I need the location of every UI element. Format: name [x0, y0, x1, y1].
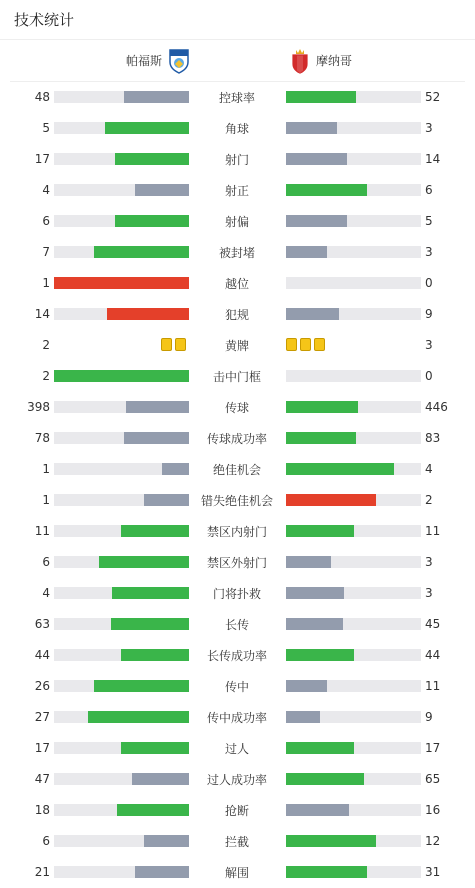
stat-label: 控球率 — [218, 90, 255, 105]
stat-row — [0, 769, 475, 789]
stat-row — [0, 831, 475, 851]
home-bar-track — [54, 649, 189, 661]
home-value: 44 — [34, 648, 50, 662]
stat-row — [0, 242, 475, 262]
home-bar-fill — [117, 804, 189, 816]
away-value: 16 — [425, 803, 441, 817]
away-bar-track — [286, 494, 421, 506]
home-value: 78 — [34, 431, 50, 445]
away-value: 446 — [425, 400, 448, 414]
away-bar-track — [286, 835, 421, 847]
stat-row — [0, 676, 475, 696]
home-bar-track — [54, 587, 189, 599]
stat-row — [0, 211, 475, 231]
yellow-card-icon — [300, 338, 311, 351]
away-bar-fill — [286, 525, 354, 537]
away-bar-fill — [286, 401, 358, 413]
home-value: 2 — [42, 369, 50, 383]
home-bar-track — [54, 277, 189, 289]
home-bar-track — [54, 711, 189, 723]
home-bar-track — [54, 525, 189, 537]
stat-row — [0, 459, 475, 479]
home-value: 48 — [34, 90, 50, 104]
away-bar-fill — [286, 184, 367, 196]
home-team-name: 帕福斯 — [125, 54, 162, 68]
home-value: 1 — [42, 276, 50, 290]
away-bar-track — [286, 525, 421, 537]
home-bar-track — [54, 680, 189, 692]
stat-label: 犯规 — [224, 307, 249, 322]
stat-label: 传球 — [224, 400, 249, 415]
away-value: 3 — [425, 121, 433, 135]
home-bar-track — [54, 153, 189, 165]
home-value: 6 — [42, 555, 50, 569]
stat-label: 过人 — [224, 741, 249, 756]
away-bar-track — [286, 587, 421, 599]
stat-row — [0, 583, 475, 603]
away-value: 9 — [425, 307, 433, 321]
away-cards — [286, 338, 325, 352]
stat-label: 传球成功率 — [206, 431, 267, 446]
stat-label: 禁区外射门 — [206, 555, 267, 570]
home-bar-fill — [135, 866, 189, 878]
stat-label: 解围 — [224, 865, 249, 880]
away-bar-track — [286, 370, 421, 382]
stat-row — [0, 645, 475, 665]
home-bar-fill — [115, 215, 189, 227]
home-bar-fill — [112, 587, 189, 599]
home-bar-track — [54, 91, 189, 103]
away-bar-track — [286, 401, 421, 413]
home-bar-track — [54, 866, 189, 878]
home-value: 18 — [34, 803, 50, 817]
home-bar-track — [54, 556, 189, 568]
away-bar-fill — [286, 494, 376, 506]
home-bar-fill — [111, 618, 189, 630]
away-bar-fill — [286, 308, 339, 320]
stat-row — [0, 490, 475, 510]
away-bar-track — [286, 742, 421, 754]
stat-row — [0, 335, 475, 355]
away-value: 6 — [425, 183, 433, 197]
stat-row — [0, 862, 475, 882]
stat-row — [0, 614, 475, 634]
home-bar-fill — [132, 773, 189, 785]
home-bar-track — [54, 308, 189, 320]
stat-label: 错失绝佳机会 — [200, 493, 273, 508]
stat-row — [0, 397, 475, 417]
away-value: 3 — [425, 555, 433, 569]
stat-row — [0, 180, 475, 200]
home-bar-fill — [162, 463, 189, 475]
home-bar-fill — [105, 122, 189, 134]
home-bar-fill — [121, 649, 189, 661]
away-bar-fill — [286, 866, 367, 878]
home-bar-track — [54, 370, 189, 382]
stat-row — [0, 428, 475, 448]
home-value: 26 — [34, 679, 50, 693]
away-bar-track — [286, 649, 421, 661]
stat-row — [0, 304, 475, 324]
stat-label: 黄牌 — [224, 338, 249, 353]
away-bar-fill — [286, 680, 327, 692]
stat-label: 射正 — [224, 183, 249, 198]
stat-label: 角球 — [224, 121, 249, 136]
home-value: 14 — [34, 307, 50, 321]
home-value: 17 — [34, 741, 50, 755]
home-bar-fill — [107, 308, 189, 320]
home-value: 2 — [42, 338, 50, 352]
away-bar-track — [286, 618, 421, 630]
away-bar-track — [286, 153, 421, 165]
away-value: 14 — [425, 152, 441, 166]
home-value: 7 — [42, 245, 50, 259]
home-value: 27 — [34, 710, 50, 724]
away-bar-track — [286, 711, 421, 723]
away-bar-fill — [286, 215, 347, 227]
away-team-name: 摩纳哥 — [316, 54, 353, 68]
away-value: 3 — [425, 245, 433, 259]
stat-row — [0, 366, 475, 386]
away-value: 5 — [425, 214, 433, 228]
away-bar-fill — [286, 618, 343, 630]
away-bar-track — [286, 804, 421, 816]
away-value: 2 — [425, 493, 433, 507]
stat-row — [0, 552, 475, 572]
home-bar-fill — [54, 370, 189, 382]
away-value: 9 — [425, 710, 433, 724]
away-bar-track — [286, 773, 421, 785]
away-bar-fill — [286, 742, 354, 754]
home-bar-track — [54, 494, 189, 506]
away-value: 45 — [425, 617, 441, 631]
stat-label: 禁区内射门 — [206, 524, 267, 539]
home-bar-fill — [94, 246, 189, 258]
yellow-card-icon — [314, 338, 325, 351]
stat-row — [0, 521, 475, 541]
home-value: 5 — [42, 121, 50, 135]
away-bar-track — [286, 215, 421, 227]
yellow-card-icon — [175, 338, 186, 351]
home-bar-fill — [126, 401, 189, 413]
home-value: 11 — [34, 524, 50, 538]
stat-row — [0, 118, 475, 138]
away-bar-fill — [286, 556, 331, 568]
away-bar-track — [286, 432, 421, 444]
home-value: 1 — [42, 462, 50, 476]
stat-row — [0, 87, 475, 107]
section-title: 技术统计 — [14, 11, 75, 29]
teams-row — [10, 40, 465, 82]
stat-label: 传中 — [224, 679, 249, 694]
stat-label: 射门 — [224, 152, 249, 167]
away-value: 44 — [425, 648, 441, 662]
away-bar-track — [286, 556, 421, 568]
home-bar-track — [54, 122, 189, 134]
home-value: 47 — [34, 772, 50, 786]
home-bar-fill — [115, 153, 189, 165]
away-value: 65 — [425, 772, 441, 786]
home-bar-fill — [121, 525, 189, 537]
monaco-logo-icon — [290, 48, 310, 74]
home-value: 17 — [34, 152, 50, 166]
away-value: 3 — [425, 586, 433, 600]
away-bar-track — [286, 463, 421, 475]
home-bar-fill — [124, 91, 189, 103]
home-value: 63 — [34, 617, 50, 631]
stat-row — [0, 149, 475, 169]
away-value: 0 — [425, 369, 433, 383]
home-value: 6 — [42, 834, 50, 848]
away-bar-fill — [286, 153, 347, 165]
yellow-card-icon — [161, 338, 172, 351]
section-header — [0, 0, 475, 40]
home-bar-fill — [135, 184, 189, 196]
away-bar-fill — [286, 463, 394, 475]
away-value: 3 — [425, 338, 433, 352]
away-bar-fill — [286, 804, 349, 816]
home-bar-fill — [121, 742, 189, 754]
home-bar-fill — [124, 432, 189, 444]
home-bar-track — [54, 401, 189, 413]
away-value: 17 — [425, 741, 441, 755]
stat-label: 拦截 — [224, 834, 249, 849]
away-bar-track — [286, 246, 421, 258]
home-bar-track — [54, 432, 189, 444]
away-bar-fill — [286, 649, 354, 661]
home-value: 6 — [42, 214, 50, 228]
stat-row — [0, 738, 475, 758]
stat-row — [0, 707, 475, 727]
away-bar-track — [286, 91, 421, 103]
home-value: 21 — [34, 865, 50, 879]
away-bar-fill — [286, 835, 376, 847]
away-value: 83 — [425, 431, 441, 445]
away-bar-track — [286, 680, 421, 692]
away-bar-fill — [286, 587, 344, 599]
stat-row — [0, 800, 475, 820]
stat-label: 射偏 — [224, 214, 249, 229]
away-value: 11 — [425, 524, 441, 538]
away-bar-fill — [286, 91, 356, 103]
stat-row — [0, 273, 475, 293]
home-bar-track — [54, 618, 189, 630]
stat-label: 过人成功率 — [206, 772, 267, 787]
home-bar-track — [54, 463, 189, 475]
stat-label: 被封堵 — [218, 245, 255, 260]
home-bar-fill — [94, 680, 189, 692]
home-bar-fill — [144, 835, 189, 847]
away-value: 31 — [425, 865, 441, 879]
away-bar-fill — [286, 246, 327, 258]
paphos-logo-icon — [168, 48, 190, 74]
home-bar-track — [54, 742, 189, 754]
home-bar-track — [54, 215, 189, 227]
home-value: 4 — [42, 183, 50, 197]
stat-label: 传中成功率 — [206, 710, 267, 725]
home-bar-track — [54, 804, 189, 816]
away-bar-track — [286, 184, 421, 196]
home-value: 1 — [42, 493, 50, 507]
stat-label: 门将扑救 — [212, 586, 261, 601]
home-bar-fill — [99, 556, 189, 568]
home-bar-fill — [54, 277, 189, 289]
away-team[interactable] — [290, 48, 352, 74]
home-value: 4 — [42, 586, 50, 600]
stat-label: 长传 — [224, 617, 249, 632]
yellow-card-icon — [286, 338, 297, 351]
stat-label: 长传成功率 — [206, 648, 267, 663]
away-bar-fill — [286, 711, 320, 723]
away-value: 11 — [425, 679, 441, 693]
away-value: 12 — [425, 834, 441, 848]
home-cards — [161, 338, 186, 352]
home-bar-track — [54, 184, 189, 196]
home-team[interactable] — [10, 48, 190, 74]
home-bar-fill — [88, 711, 189, 723]
home-value: 398 — [27, 400, 50, 414]
home-bar-track — [54, 773, 189, 785]
home-bar-fill — [144, 494, 189, 506]
stat-label: 越位 — [224, 276, 249, 291]
stat-label: 抢断 — [224, 803, 249, 818]
away-bar-track — [286, 866, 421, 878]
away-bar-track — [286, 308, 421, 320]
away-bar-fill — [286, 122, 337, 134]
home-bar-track — [54, 835, 189, 847]
away-value: 4 — [425, 462, 433, 476]
away-bar-fill — [286, 432, 356, 444]
away-value: 0 — [425, 276, 433, 290]
away-bar-track — [286, 122, 421, 134]
stat-label: 击中门框 — [212, 369, 261, 384]
away-bar-fill — [286, 773, 364, 785]
home-bar-track — [54, 246, 189, 258]
away-bar-track — [286, 277, 421, 289]
stat-label: 绝佳机会 — [212, 462, 261, 477]
away-value: 52 — [425, 90, 441, 104]
